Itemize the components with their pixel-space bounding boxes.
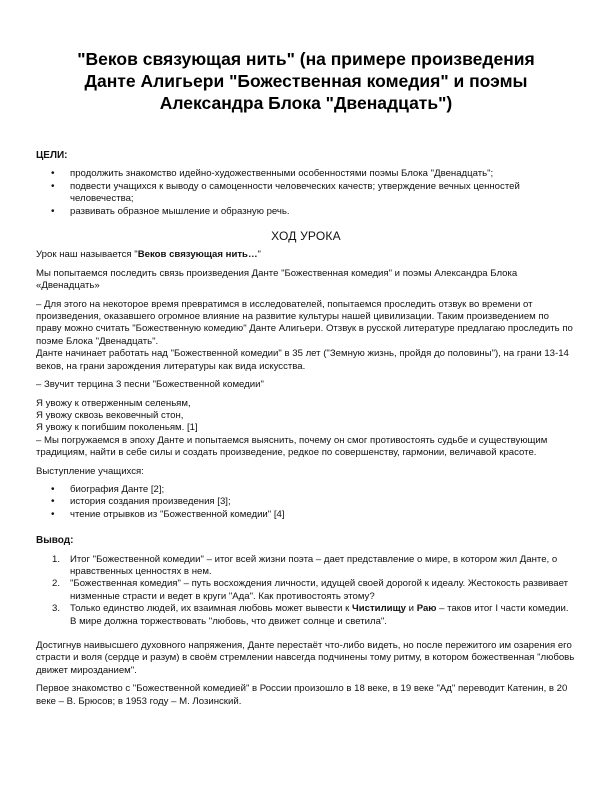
student-item: • чтение отрывков из "Божественной комедии" [4] [36,509,576,521]
paragraph: – Мы погружаемся в эпоху Данте и попытаемся выяснить, почему он смог противостоять судьбе и существующим традициям, найти в себе силы и создать произведение, редкое по совершенству, гармонии, величавой красоте. [36,434,548,459]
students-heading: Выступление учащихся: [36,465,144,477]
lesson-name: Веков связующая нить… [137,249,258,261]
conclusion-item: 2. "Божественная комедия" – путь восхождения личности, идущей своей дорогой к идеалу. Жестокость развивает низменные страсти и ведет в круги "Ада". Как противостоять этому? [52,578,569,602]
lesson-intro: Урок наш называется "Веков связующая нить…" [36,249,261,261]
verse-line: Я увожу к погибшим поколеньям. [1] [36,422,198,434]
goal-item: • развивать образное мышление и образную речь. [36,206,576,218]
paragraph: – Для этого на некоторое время превратимся в исследователей, попытаемся проследить отзвук во времени от произведения, оказавшего огромное влияние на развитие культуры нашей цивилизации. Таким произведением по праву можно считать "Божественную комедию" Данте Алигьери. Отзвук в русской литературе предлагаю проследить по поэме Блока "Двенадцать". [36,298,573,347]
goals-list [36,168,576,218]
paragraph: Первое знакомство с "Божественной комедией" в России произошло в 18 веке, в 19 веке "Ад" переводит Катенин, в 20 веке – В. Брюсов; в 1953 году – М. Лозинский. [36,683,568,707]
document-body [36,150,576,714]
title-line-3: Александра Блока "Двенадцать") [159,93,453,113]
students-list [36,484,576,521]
conclusion-list [36,554,576,628]
goals-heading: ЦЕЛИ: [36,150,68,161]
student-item: • история создания произведения [3]; [36,496,576,508]
paragraph: Данте начинает работать над "Божественной комедии" в 35 лет ("Земную жизнь, пройдя до половины"), на грани 13-14 веков, на грани зарождения литературы как вида искусства. [36,348,569,372]
student-item: • биография Данте [2]; [36,484,576,496]
lesson-heading: ХОД УРОКА [271,229,341,244]
title-line-2: Данте Алигьери "Божественная комедия" и поэмы [84,71,528,91]
verse-line: Я увожу сквозь вековечный стон, [36,409,184,421]
paragraph: Достигнув наивысшего духовного напряжения, Данте перестаёт что-либо видеть, но после пережитого им озарения его страсти и воля (сердце и разум) в своём стремлении навсегда подчинены тому ритму, в котором божественная "любовь движет мирозданием". [36,640,575,676]
conclusion-item: 3. Только единство людей, их взаимная любовь может вывести к Чистилищу и Раю – таков итог I части комедии. В мире должна торжествовать "любовь, что движет солнце и светила". [52,603,569,627]
goal-item: • продолжить знакомство идейно-художественными особенностями поэмы Блока "Двенадцать"; [36,168,576,180]
title-line-1: "Веков связующая нить" (на примере произведения [77,49,535,69]
conclusion-item: 1. Итог "Божественной комедии" – итог всей жизни поэта – дает представление о мире, в котором жил Данте, о нравственных ценностях в нем. [52,553,558,577]
verse-line: Я увожу к отверженным селеньям, [36,397,191,409]
goal-item: • подвести учащихся к выводу о самоценности человеческих качеств; утверждение вечных ценностей человечества; [36,181,576,206]
conclusion-heading: Вывод: [36,535,74,547]
document-title [36,48,576,114]
paragraph: – Звучит терцина 3 песни "Божественной комедии" [36,379,264,391]
paragraph: Мы попытаемся последить связь произведения Данте "Божественная комедия" и поэмы Александра Блока «Двенадцать» [36,267,518,292]
verse [36,398,576,435]
